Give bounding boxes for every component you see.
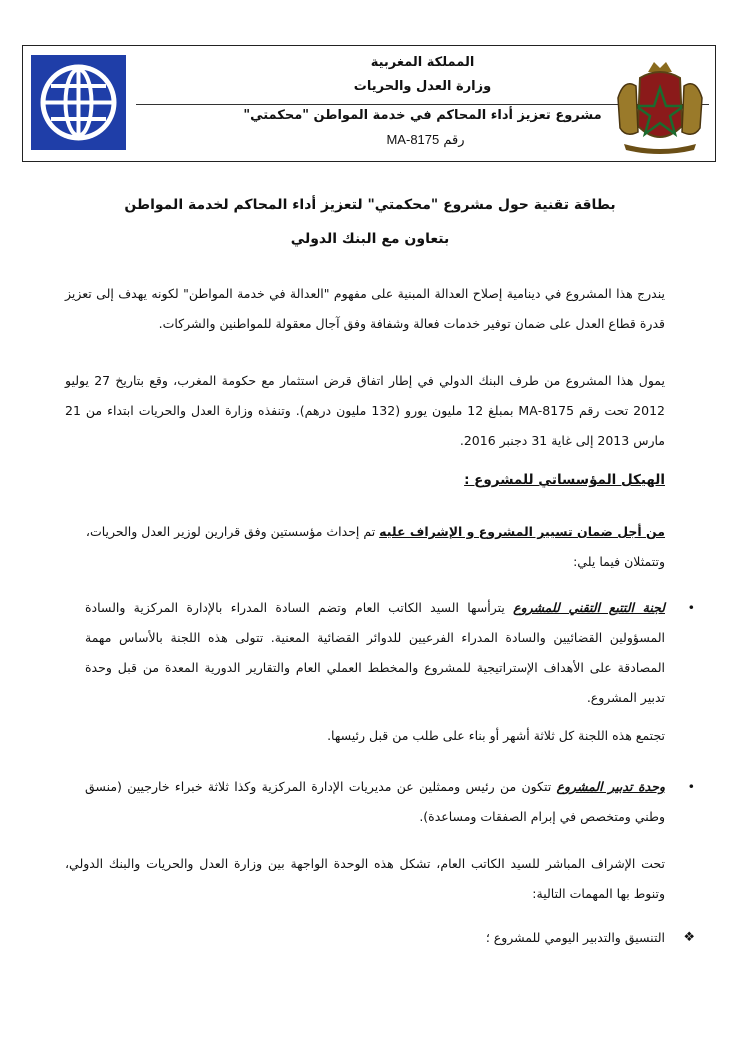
bullet-item — [85, 772, 695, 832]
committee-meeting-note: تجتمع هذه اللجنة كل ثلاثة أشهر أو بناء على طلب من قبل رئيسها. — [327, 728, 665, 743]
task-text: التنسيق والتدبير اليومي للمشروع ؛ — [485, 930, 665, 945]
section-heading — [65, 472, 665, 488]
section-intro — [65, 517, 665, 577]
coat-of-arms-emblem — [610, 58, 710, 156]
bullet-item — [85, 593, 695, 713]
bullet-term: لجنة التتبع التقني للمشروع — [513, 600, 665, 615]
kingdom-name: المملكة المغربية — [370, 55, 475, 70]
document-title: بطاقة تقنية حول مشروع "محكمتي" لتعزيز أداء المحاكم لخدمة المواطن — [124, 197, 616, 213]
ministry-name: وزارة العدل والحريات — [353, 79, 492, 94]
section-intro-rest: تم إحداث مؤسستين وفق قرارين لوزير العدل والحريات، وتتمثلان فيما يلي: — [85, 524, 665, 569]
diamond-bullet-icon: ❖ — [683, 930, 695, 945]
bullet-text: تتكون من رئيس وممثلين عن مديريات الإدارة المركزية وكذا ثلاثة خبراء خارجيين (منسق وطني ومتخصص في إبرام الصفقات ومساعدة). — [85, 779, 665, 824]
bullet-text: يترأسها السيد الكاتب العام وتضم السادة المدراء بالإدارة المركزية والسادة المسؤولين القضائيين والسادة المدراء الفرعيين للدوائر القضائية المعنية. تتولى هذه اللجنة بالأساس مهمة المصادقة على الأهداف الإستراتيجية للمشروع والمخطط العملي العام والتقارير الدورية المعدة من قبل وحدة تدبير المشروع. — [85, 600, 665, 705]
bullet-icon: • — [687, 779, 695, 794]
document-subtitle: بتعاون مع البنك الدولي — [290, 231, 450, 247]
section-intro-strong: من أجل ضمان تسيير المشروع و الإشراف عليه — [379, 524, 665, 539]
paragraph-financing: يمول هذا المشروع من طرف البنك الدولي في إطار اتفاق قرض استثمار مع حكومة المغرب، وقع بتاريخ 27 يوليو 2012 تحت رقم 8175-MA بمبلغ 12 مليون يورو (132 مليون درهم). وتنفذه وزارة العدل والحريات ابتداء من 21 مارس 2013 إلى غاية 31 دجنبر 2016. — [65, 373, 665, 448]
section-heading-text: الهيكل المؤسساتي للمشروع : — [464, 472, 665, 488]
reference-number: 8175-MA — [386, 132, 440, 147]
bullet-term: وحدة تدبير المشروع — [556, 779, 665, 794]
paragraph-intro: يندرج هذا المشروع في دينامية إصلاح العدالة المبنية على مفهوم "العدالة في خدمة المواطن" لكونه يهدف إلى تعزيز قدرة قطاع العدل على ضمان توفير خدمات فعالة وشفافة وفق آجال معقولة للمواطنين والشركات. — [65, 286, 665, 331]
bullet-icon: • — [687, 600, 695, 615]
reference-label: رقم — [443, 133, 465, 148]
world-bank-logo — [31, 55, 126, 150]
task-item — [105, 930, 695, 945]
supervision-paragraph: تحت الإشراف المباشر للسيد الكاتب العام، تشكل هذه الوحدة الواجهة بين وزارة العدل والحريات والبنك الدولي، وتنوط بها المهمات التالية: — [65, 856, 665, 901]
project-name: مشروع تعزيز أداء المحاكم في خدمة المواطن "محكمتي" — [243, 108, 602, 123]
